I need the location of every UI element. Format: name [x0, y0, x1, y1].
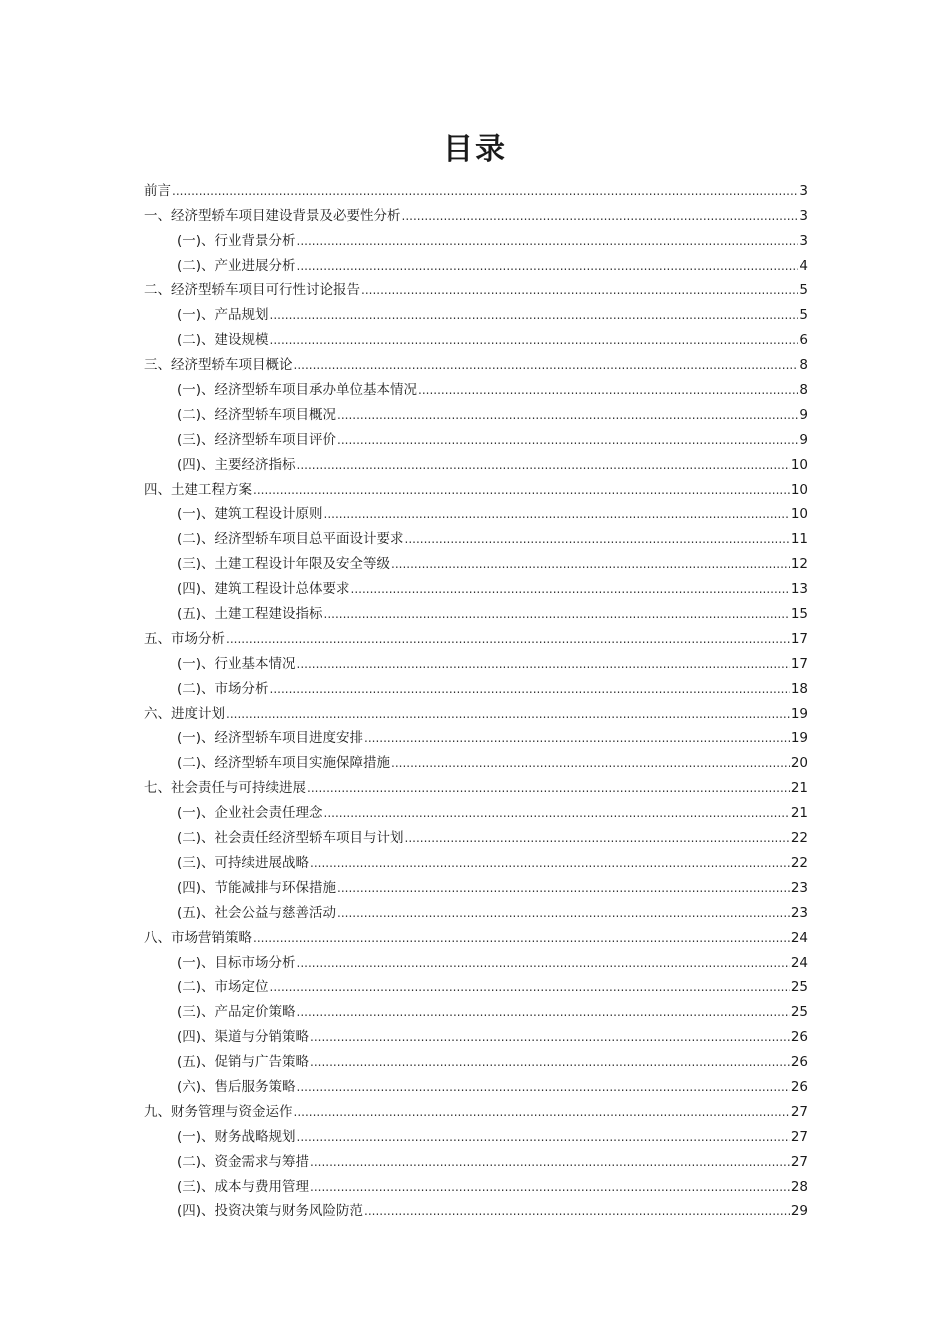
toc-leader-dots [337, 405, 798, 425]
toc-entry-text: (三)、可持续进展战略 [177, 854, 310, 871]
toc-entry-text: 七、社会责任与可持续进展 [144, 780, 306, 797]
toc-entry-text: (三)、产品定价策略 [177, 1004, 296, 1021]
toc-entry-text: (五)、社会公益与慈善活动 [177, 904, 337, 921]
toc-entry-text: 一、经济型轿车项目建设背景及必要性分析 [144, 207, 401, 224]
toc-leader-dots [253, 928, 790, 948]
toc-entry-page: 9 [799, 431, 808, 448]
toc-entry-text: (二)、资金需求与筹措 [177, 1153, 310, 1170]
toc-entry[interactable] [144, 176, 808, 201]
toc-leader-dots [405, 828, 790, 848]
toc-entry-text: (二)、市场定位 [177, 979, 269, 996]
toc-leader-dots [391, 753, 790, 773]
toc-leader-dots [270, 330, 799, 350]
toc-entry-text: (一)、行业基本情况 [177, 655, 296, 672]
toc-leader-dots [337, 430, 798, 450]
toc-entry-page: 13 [790, 581, 808, 598]
toc-leader-dots [310, 1027, 790, 1047]
toc-entry[interactable] [144, 1197, 808, 1222]
toc-entry-page: 26 [790, 1054, 808, 1071]
toc-entry-page: 10 [790, 481, 808, 498]
toc-leader-dots [307, 778, 790, 798]
toc-entry[interactable] [144, 450, 808, 475]
toc-entry-text: 八、市场营销策略 [144, 929, 252, 946]
toc-entry-page: 19 [790, 705, 808, 722]
toc-entry[interactable] [144, 425, 808, 450]
toc-entry[interactable] [144, 724, 808, 749]
toc-entry-text: (一)、财务战略规划 [177, 1128, 296, 1145]
toc-entry-text: (二)、产业进展分析 [177, 257, 296, 274]
toc-entry-page: 24 [790, 954, 808, 971]
toc-leader-dots [405, 529, 790, 549]
toc-leader-dots [310, 1177, 790, 1197]
toc-entry-page: 10 [790, 506, 808, 523]
toc-entry-text: (五)、土建工程建设指标 [177, 606, 323, 623]
toc-entry[interactable] [144, 674, 808, 699]
toc-entry[interactable] [144, 549, 808, 574]
toc-entry[interactable] [144, 848, 808, 873]
toc-entry-page: 3 [799, 232, 808, 249]
toc-entry-page: 25 [790, 979, 808, 996]
toc-leader-dots [364, 1201, 790, 1221]
toc-leader-dots [297, 1127, 790, 1147]
toc-entry-text: (一)、行业背景分析 [177, 232, 296, 249]
toc-entry-page: 8 [799, 382, 808, 399]
toc-entry-text: (四)、渠道与分销策略 [177, 1029, 310, 1046]
toc-entry[interactable] [144, 948, 808, 973]
toc-leader-dots [310, 1052, 790, 1072]
toc-entry-text: 六、进度计划 [144, 705, 225, 722]
toc-entry-text: (二)、经济型轿车项目实施保障措施 [177, 755, 391, 772]
toc-entry-page: 5 [799, 282, 808, 299]
toc-leader-dots [402, 206, 799, 226]
toc-entry-text: (六)、售后服务策略 [177, 1078, 296, 1095]
toc-entry[interactable] [144, 898, 808, 923]
toc-entry-page: 23 [790, 879, 808, 896]
toc-entry-text: (一)、经济型轿车项目进度安排 [177, 730, 364, 747]
toc-entry[interactable] [144, 773, 808, 798]
toc-leader-dots [337, 903, 790, 923]
toc-entry[interactable] [144, 1147, 808, 1172]
toc-entry-page: 27 [790, 1153, 808, 1170]
toc-leader-dots [270, 977, 790, 997]
toc-entry[interactable] [144, 997, 808, 1022]
toc-entry[interactable] [144, 500, 808, 525]
toc-entry[interactable] [144, 923, 808, 948]
toc-entry-text: (四)、主要经济指标 [177, 456, 296, 473]
toc-entry-page: 22 [790, 830, 808, 847]
toc-entry-page: 6 [799, 332, 808, 349]
toc-leader-dots [172, 181, 798, 201]
toc-entry-page: 19 [790, 730, 808, 747]
toc-entry-page: 17 [790, 655, 808, 672]
toc-entry[interactable] [144, 798, 808, 823]
toc-leader-dots [361, 280, 798, 300]
toc-leader-dots [351, 579, 790, 599]
toc-entry[interactable] [144, 973, 808, 998]
toc-entry[interactable] [144, 475, 808, 500]
toc-entry-text: (一)、建筑工程设计原则 [177, 506, 323, 523]
toc-entry-page: 17 [790, 630, 808, 647]
toc-leader-dots [324, 604, 790, 624]
toc-entry[interactable] [144, 1097, 808, 1122]
toc-entry-page: 27 [790, 1103, 808, 1120]
toc-leader-dots [294, 1102, 790, 1122]
toc-entry-text: 前言 [144, 182, 171, 199]
toc-entry[interactable] [144, 748, 808, 773]
toc-leader-dots [253, 480, 790, 500]
toc-entry[interactable] [144, 400, 808, 425]
toc-entry[interactable] [144, 624, 808, 649]
toc-entry-text: (一)、企业社会责任理念 [177, 805, 323, 822]
toc-leader-dots [297, 231, 799, 251]
toc-entry-page: 4 [799, 257, 808, 274]
toc-entry[interactable] [144, 226, 808, 251]
toc-entry-text: 二、经济型轿车项目可行性讨论报告 [144, 282, 360, 299]
toc-entry[interactable] [144, 276, 808, 301]
toc-entry-page: 8 [799, 357, 808, 374]
toc-entry[interactable] [144, 574, 808, 599]
toc-entry[interactable] [144, 201, 808, 226]
toc-entry-page: 9 [799, 406, 808, 423]
toc-leader-dots [226, 629, 790, 649]
toc-leader-dots [297, 1002, 790, 1022]
toc-entry-text: (五)、促销与广告策略 [177, 1054, 310, 1071]
toc-entry-page: 3 [799, 207, 808, 224]
toc-entry[interactable] [144, 699, 808, 724]
toc-entry-page: 26 [790, 1029, 808, 1046]
toc-leader-dots [270, 679, 790, 699]
toc-leader-dots [310, 853, 790, 873]
toc-entry-page: 11 [790, 531, 808, 548]
toc-entry[interactable] [144, 251, 808, 276]
toc-entry-page: 23 [790, 904, 808, 921]
toc-entry[interactable] [144, 1072, 808, 1097]
toc-entry-text: (二)、经济型轿车项目概况 [177, 406, 337, 423]
toc-leader-dots [294, 355, 799, 375]
toc-entry[interactable] [144, 325, 808, 350]
toc-entry-page: 15 [790, 606, 808, 623]
toc-entry-page: 5 [799, 307, 808, 324]
toc-entry-page: 28 [790, 1178, 808, 1195]
toc-entry-text: (一)、经济型轿车项目承办单位基本情况 [177, 382, 418, 399]
toc-leader-dots [297, 455, 790, 475]
toc-entry-page: 26 [790, 1078, 808, 1095]
toc-leader-dots [226, 704, 790, 724]
toc-title: 目录 [443, 132, 507, 167]
toc-entry-page: 29 [790, 1203, 808, 1220]
toc-entry[interactable] [144, 1047, 808, 1072]
toc-entry-text: (一)、产品规划 [177, 307, 269, 324]
toc-entry-text: (四)、投资决策与财务风险防范 [177, 1203, 364, 1220]
toc-entry-text: 九、财务管理与资金运作 [144, 1103, 293, 1120]
toc-entry-text: (三)、经济型轿车项目评价 [177, 431, 337, 448]
toc-list [144, 176, 808, 1221]
toc-entry[interactable] [144, 1022, 808, 1047]
toc-entry[interactable] [144, 823, 808, 848]
toc-entry-text: 四、土建工程方案 [144, 481, 252, 498]
toc-leader-dots [364, 728, 790, 748]
toc-entry[interactable] [144, 300, 808, 325]
toc-entry[interactable] [144, 375, 808, 400]
toc-entry-page: 21 [790, 780, 808, 797]
toc-entry[interactable] [144, 649, 808, 674]
toc-leader-dots [391, 554, 790, 574]
toc-leader-dots [337, 878, 790, 898]
toc-entry-text: (四)、节能减排与环保措施 [177, 879, 337, 896]
toc-entry[interactable] [144, 1122, 808, 1147]
toc-entry-text: (二)、市场分析 [177, 680, 269, 697]
toc-leader-dots [324, 803, 790, 823]
toc-leader-dots [310, 1152, 790, 1172]
toc-leader-dots [297, 256, 799, 276]
toc-leader-dots [270, 305, 799, 325]
toc-entry-text: 五、市场分析 [144, 630, 225, 647]
toc-entry-text: (二)、经济型轿车项目总平面设计要求 [177, 531, 404, 548]
toc-entry-page: 27 [790, 1128, 808, 1145]
toc-leader-dots [297, 953, 790, 973]
toc-entry-text: (三)、成本与费用管理 [177, 1178, 310, 1195]
toc-entry-page: 12 [790, 556, 808, 573]
toc-entry-page: 18 [790, 680, 808, 697]
toc-leader-dots [418, 380, 798, 400]
toc-leader-dots [324, 504, 790, 524]
toc-entry[interactable] [144, 350, 808, 375]
toc-entry-page: 3 [799, 182, 808, 199]
toc-entry-text: (二)、社会责任经济型轿车项目与计划 [177, 830, 404, 847]
toc-entry-page: 21 [790, 805, 808, 822]
toc-entry-text: (一)、目标市场分析 [177, 954, 296, 971]
toc-entry-page: 20 [790, 755, 808, 772]
toc-leader-dots [297, 654, 790, 674]
toc-entry-page: 25 [790, 1004, 808, 1021]
toc-entry-text: (四)、建筑工程设计总体要求 [177, 581, 350, 598]
toc-entry-text: (二)、建设规模 [177, 332, 269, 349]
toc-entry-page: 22 [790, 854, 808, 871]
toc-entry[interactable] [144, 1172, 808, 1197]
toc-entry-text: 三、经济型轿车项目概论 [144, 357, 293, 374]
toc-entry[interactable] [144, 599, 808, 624]
toc-entry-text: (三)、土建工程设计年限及安全等级 [177, 556, 391, 573]
toc-entry-page: 10 [790, 456, 808, 473]
toc-entry[interactable] [144, 873, 808, 898]
toc-entry-page: 24 [790, 929, 808, 946]
toc-leader-dots [297, 1077, 790, 1097]
toc-entry[interactable] [144, 524, 808, 549]
